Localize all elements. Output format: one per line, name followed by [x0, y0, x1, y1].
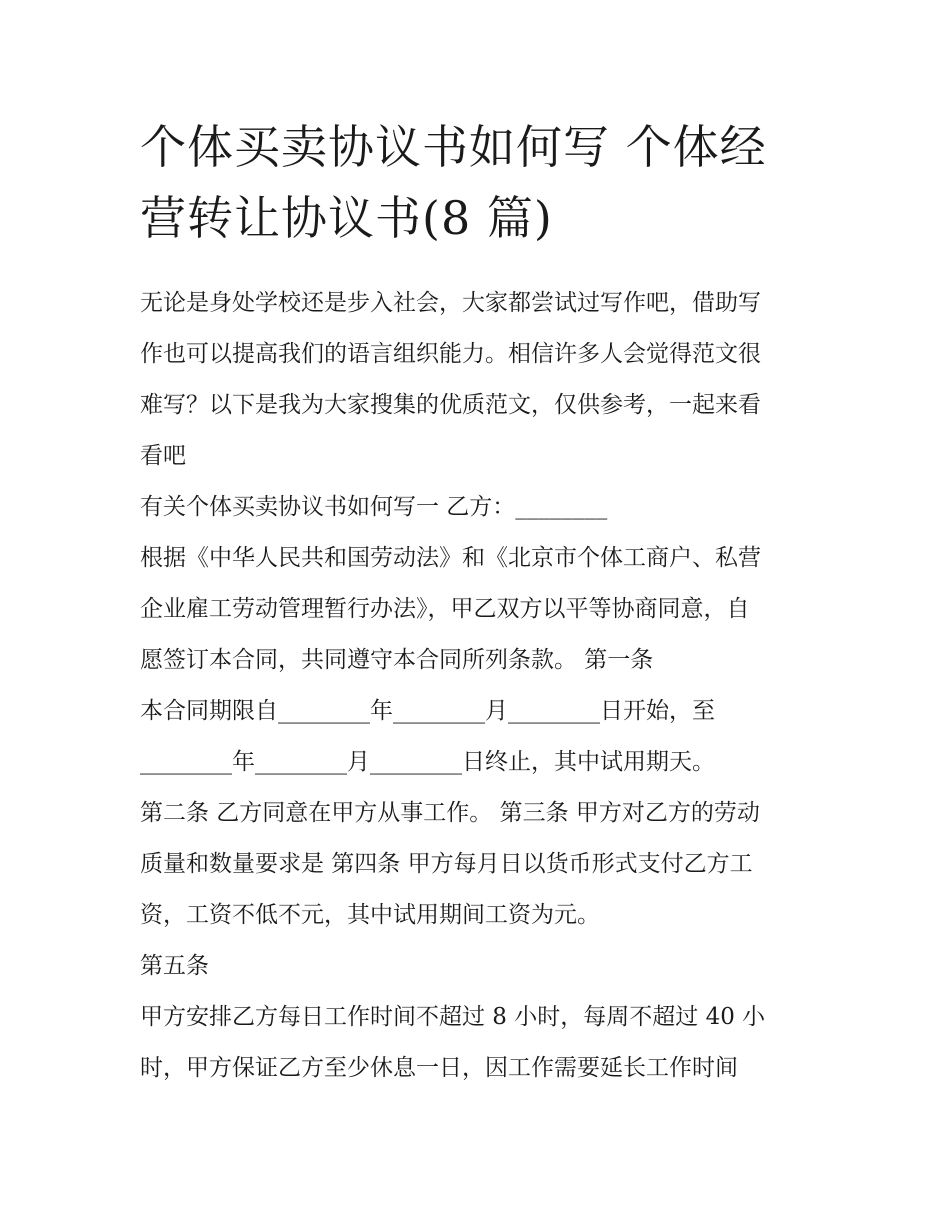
body-line: 有关个体买卖协议书如何写一 乙方：________ — [140, 494, 608, 520]
title-line-1: 个体买卖协议书如何写 个体经 — [140, 120, 767, 174]
body-line: 第五条 — [140, 953, 209, 979]
document-title — [140, 112, 820, 254]
body-line: 质量和数量要求是 第四条 甲方每月日以货币形式支付乙方工 — [140, 851, 753, 877]
body-line: 无论是身处学校还是步入社会，大家都尝试过写作吧，借助写 — [140, 290, 761, 316]
title-line-2: 营转让协议书(8 篇) — [140, 191, 553, 245]
body-line: ________年________月________日终止，其中试用期天。 — [140, 749, 715, 775]
body-line: 难写？以下是我为大家搜集的优质范文，仅供参考，一起来看 — [140, 392, 761, 418]
body-line: 甲方安排乙方每日工作时间不超过 8 小时，每周不超过 40 小 — [140, 1004, 766, 1030]
body-line: 愿签订本合同，共同遵守本合同所列条款。 第一条 — [140, 647, 654, 673]
document-body — [140, 278, 820, 1094]
body-line: 资，工资不低不元，其中试用期间工资为元。 — [140, 902, 600, 928]
body-line: 作也可以提高我们的语言组织能力。相信许多人会觉得范文很 — [140, 341, 761, 367]
body-line: 看吧 — [140, 443, 186, 469]
body-line: 第二条 乙方同意在甲方从事工作。 第三条 甲方对乙方的劳动 — [140, 800, 760, 826]
document-page — [140, 112, 820, 1094]
body-line: 根据《中华人民共和国劳动法》和《北京市个体工商户、私营 — [140, 545, 761, 571]
body-line: 时，甲方保证乙方至少休息一日，因工作需要延长工作时间 — [140, 1055, 738, 1081]
body-line: 本合同期限自________年________月________日开始，至 — [140, 698, 715, 724]
body-line: 企业雇工劳动管理暂行办法》，甲乙双方以平等协商同意，自 — [140, 596, 750, 622]
